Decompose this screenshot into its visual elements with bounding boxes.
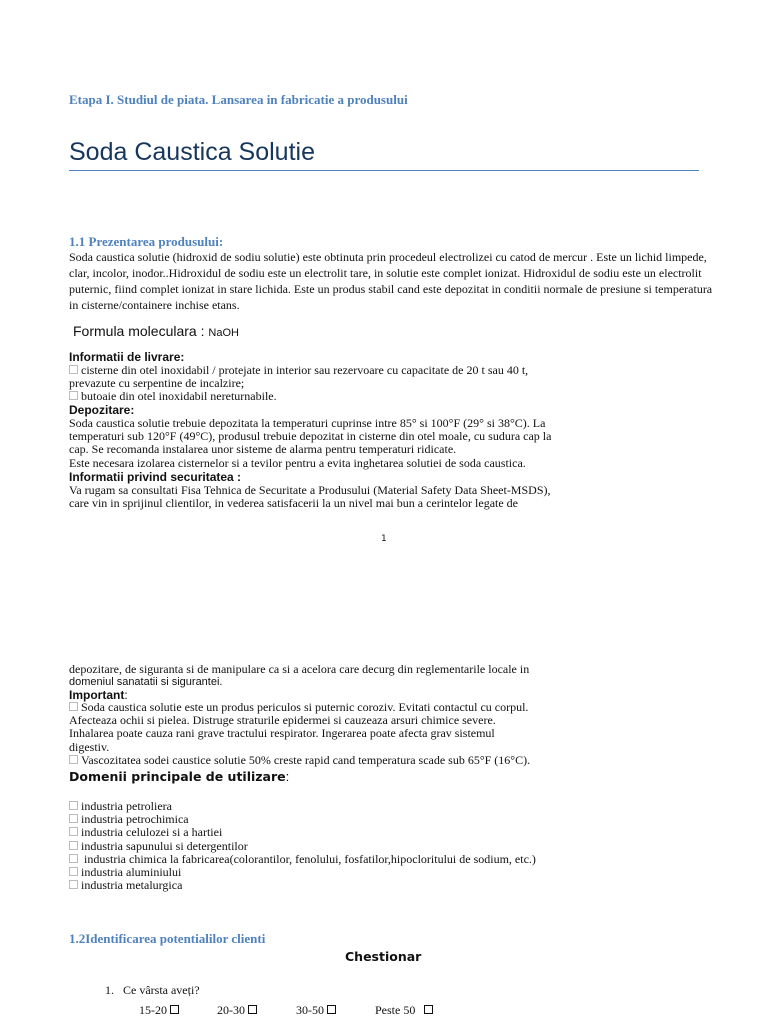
list-item: industria petrochimica: [69, 813, 536, 826]
formula-label: Formula moleculara :: [73, 323, 209, 339]
list-item: Soda caustica solutie este un produs periculos si puternic coroziv. Evitati contactul cu corpul.: [69, 701, 530, 714]
security-text: [69, 484, 551, 510]
checkbox-icon[interactable]: [248, 1005, 257, 1014]
text-line: temperaturi sub 120°F (49°C), produsul trebuie depozitat in cisterne din otel moale, cu sudura cap la: [69, 429, 552, 444]
text-line: Este necesara izolarea cisternelor si a tevilor pentru a evita inghetarea solutiei de soda caustica.: [69, 455, 526, 470]
formula-line: [73, 323, 239, 341]
uses-list: [69, 800, 536, 892]
uses-colon: :: [285, 769, 290, 784]
important-label: Important: [69, 688, 125, 702]
text-line: care vin in sprijinul clientilor, in vederea satisfacerii la un nivel mai bun a cerintelor legate de: [69, 496, 519, 511]
security-label: Informatii privind securitatea :: [69, 470, 242, 484]
text-line: Soda caustica solutie trebuie depozitata la temperaturi cuprinse intre 85° si 100°F (29° si 38°C). La: [69, 416, 546, 430]
stage-heading: Etapa I. Studiul de piata. Lansarea in fabricatie a produsului: [69, 92, 408, 107]
section-1-1-heading: 1.1 Prezentarea produsului:: [69, 234, 224, 249]
bullet-box-icon: [69, 391, 78, 400]
bullet-box-icon: [69, 854, 78, 863]
question-text: Ce vârsta aveți?: [123, 983, 200, 997]
bullet-box-icon: [69, 365, 78, 374]
checkbox-icon[interactable]: [327, 1005, 336, 1014]
important-text: [69, 701, 530, 767]
list-item: butoaie din otel inoxidabil nereturnabile.: [69, 390, 528, 403]
list-item: industria chimica la fabricarea(colorantilor, fenolului, fosfatilor,hipocloritului de sodium, etc.): [69, 853, 536, 866]
uses-label: Domenii principale de utilizare: [69, 769, 286, 784]
answer-option[interactable]: 30-50: [296, 1002, 336, 1018]
answer-option[interactable]: Peste 50: [375, 1002, 433, 1018]
answer-option[interactable]: 15-20: [139, 1002, 179, 1018]
text-line: digestiv.: [69, 739, 110, 754]
page-number: 1: [381, 534, 387, 544]
text-line: domeniul sanatatii si sigurantei.: [69, 676, 223, 689]
text-line: Afecteaza ochii si pielea. Distruge straturile epidermei si cauzeaza arsuri chimice severe.: [69, 713, 496, 728]
list-item: industria aluminiului: [69, 866, 536, 879]
list-item: industria petroliera: [69, 800, 536, 813]
list-item: industria celulozei si a hartiei: [69, 826, 536, 839]
section-1-2-heading: 1.2Identificarea potentialilor clienti: [69, 931, 266, 946]
question-1: [105, 982, 200, 998]
checkbox-icon[interactable]: [170, 1005, 179, 1014]
continued-text: [69, 663, 529, 689]
text-line: depozitare, de siguranta si de manipulare ca si a acelora care decurg din reglementarile locale in: [69, 662, 530, 676]
list-item: industria sapunului si detergentilor: [69, 840, 536, 853]
title-underline: [69, 170, 699, 171]
presentation-paragraph: [69, 249, 712, 313]
storage-label: Depozitare:: [69, 403, 135, 417]
list-item: cisterne din otel inoxidabil / protejate in interior sau rezervoare cu capacitate de 20 t sau 40 t,: [69, 364, 528, 377]
text-line: Va rugam sa consultati Fisa Tehnica de Securitate a Produsului (Material Safety Data Sheet-MSDS),: [69, 483, 551, 497]
formula-value: NaOH: [208, 327, 239, 339]
paragraph-line: clar, incolor, inodor..Hidroxidul de sodiu este un electrolit tare, in solutie este complet ionizat. Hidroxidul de sodiu este un electrolit: [69, 266, 702, 280]
text-line: cap. Se recomanda instalarea unor sisteme de alarma pentru temperaturi ridicate.: [69, 442, 457, 457]
storage-text: [69, 417, 551, 470]
bullet-box-icon: [69, 880, 78, 889]
delivery-info-label: Informatii de livrare:: [69, 350, 185, 364]
bullet-box-icon: [69, 841, 78, 850]
bullet-box-icon: [69, 755, 78, 764]
bullet-box-icon: [69, 801, 78, 810]
list-item-continuation: prevazute cu serpentine de incalzire;: [69, 376, 245, 391]
paragraph-line: in cisterne/containere inchise etans.: [69, 298, 240, 312]
bullet-box-icon: [69, 814, 78, 823]
paragraph-line: puternic, fiind complet ionizat in stare lichida. Este un produs stabil cand este depozitat in conditii normale de presiune si temperatura: [69, 282, 713, 296]
answer-option[interactable]: 20-30: [217, 1002, 257, 1018]
list-item: industria metalurgica: [69, 879, 536, 892]
bullet-box-icon: [69, 867, 78, 876]
paragraph-line: Soda caustica solutie (hidroxid de sodiu solutie) este obtinuta prin procedeul electrolizei cu catod de mercur . Este un lichid limpede,: [69, 250, 707, 264]
delivery-info-list: [69, 364, 528, 404]
question-number: 1.: [105, 983, 114, 997]
bullet-box-icon: [69, 702, 78, 711]
bullet-box-icon: [69, 827, 78, 836]
uses-heading: [69, 768, 289, 786]
document-title: Soda Caustica Solutie: [69, 138, 315, 166]
questionnaire-title: Chestionar: [345, 949, 422, 964]
text-line: Inhalarea poate cauza rani grave tractului respirator. Ingerarea poate afecta grav sistemul: [69, 726, 495, 741]
checkbox-icon[interactable]: [424, 1005, 433, 1014]
list-item: Vascozitatea sodei caustice solutie 50% creste rapid cand temperatura scade sub 65°F (16°C).: [69, 754, 530, 767]
important-colon: :: [124, 688, 128, 702]
